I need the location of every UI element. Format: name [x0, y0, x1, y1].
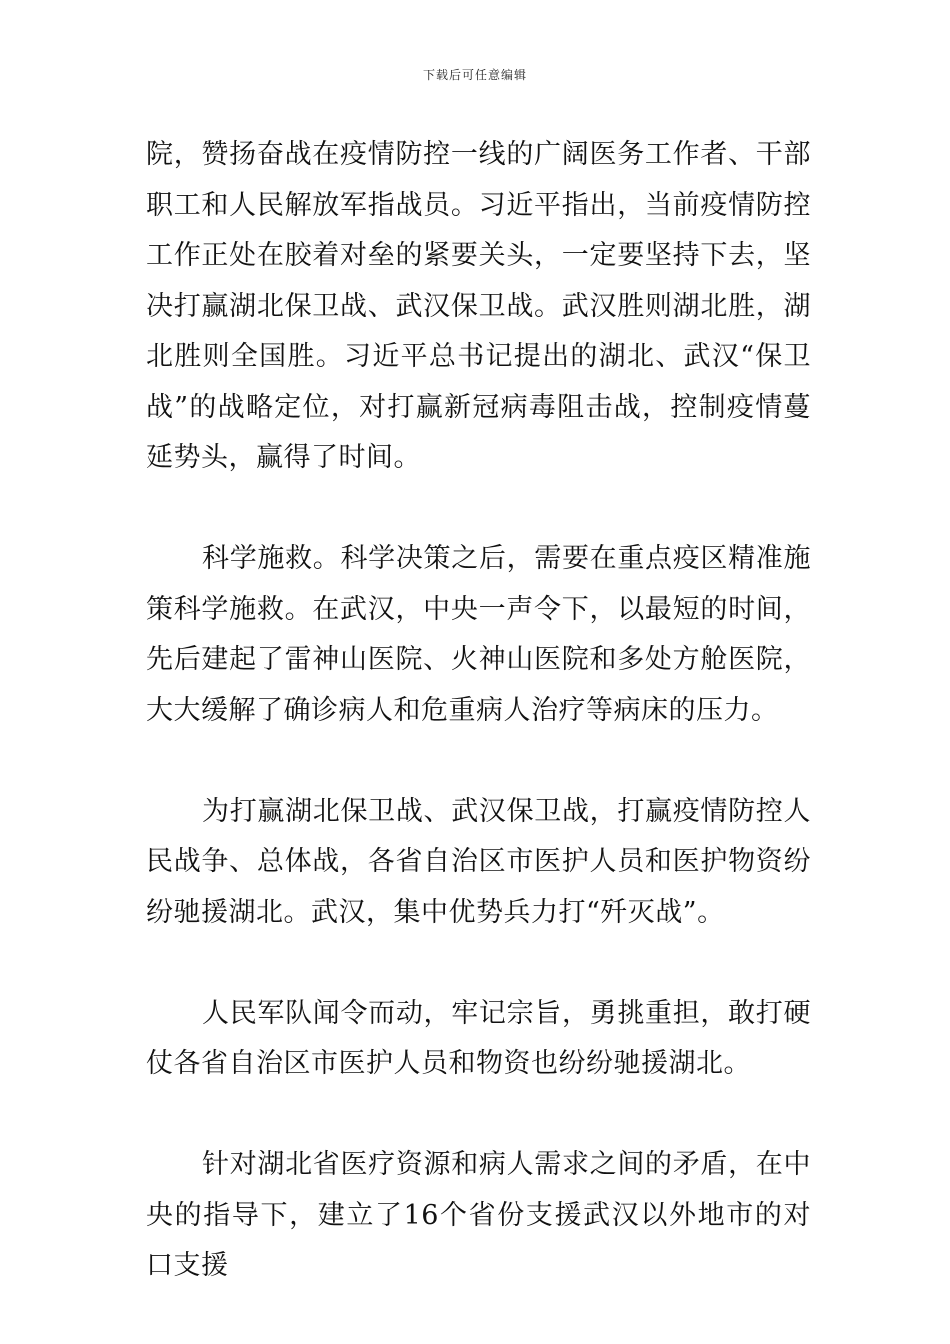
paragraph-1: 院，赞扬奋战在疫情防控一线的广阔医务工作者、干部职工和人民解放军指战员。习近平指出，当前疫情防控工作正处在胶着对垒的紧要关头，一定要坚持下去，坚决打赢湖北保卫战、武汉保卫战。武汉胜则湖北胜，湖北胜则全国胜。习近平总书记提出的湖北、武汉“保卫战”的战略定位，对打赢新冠病毒阻击战，控制疫情蔓延势头，赢得了时间。: [146, 139, 811, 473]
paragraph-5: 针对湖北省医疗资源和病人需求之间的矛盾，在中央的指导下，建立了16个省份支援武汉以外地市的对口支援: [146, 1149, 811, 1281]
paragraph-2: 科学施救。科学决策之后，需要在重点疫区精准施策科学施救。在武汉，中央一声令下，以最短的时间，先后建起了雷神山医院、火神山医院和多处方舱医院，大大缓解了确诊病人和危重病人治疗等病床的压力。: [146, 543, 811, 726]
paragraph-4: 人民军队闻令而动，牢记宗旨，勇挑重担，敢打硬仗各省自治区市医护人员和物资也纷纷驰援湖北。: [146, 997, 811, 1079]
page-header: 下载后可任意编辑: [422, 68, 527, 82]
paragraph-gap: [146, 736, 811, 787]
document-body: [146, 130, 811, 1292]
paragraph-gap: [146, 484, 811, 535]
paragraph-gap: [146, 938, 811, 989]
paragraph-gap: [146, 1090, 811, 1141]
paragraph-3: 为打赢湖北保卫战、武汉保卫战，打赢疫情防控人民战争、总体战，各省自治区市医护人员和医护物资纷纷驰援湖北。武汉，集中优势兵力打“歼灭战”。: [146, 795, 811, 928]
